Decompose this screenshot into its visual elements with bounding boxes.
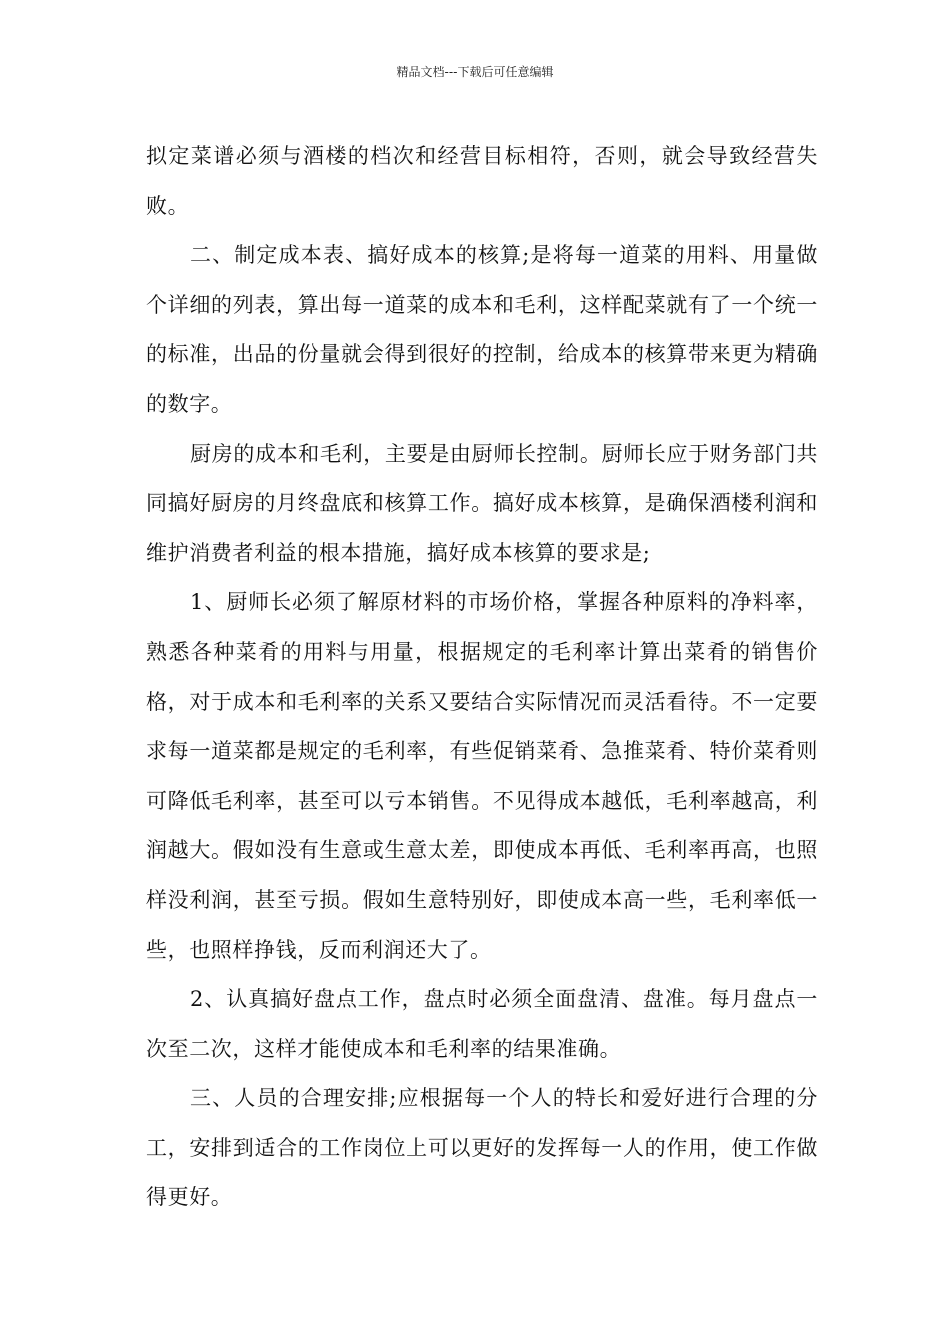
paragraph-3: 厨房的成本和毛利，主要是由厨师长控制。厨师长应于财务部门共同搞好厨房的月终盘底和核算工作。搞好成本核算，是确保酒楼利润和维护消费者利益的根本措施，搞好成本核算的要求是; bbox=[146, 441, 818, 565]
page-header: 精品文档---下载后可任意编辑 bbox=[396, 65, 554, 79]
paragraph-4: 1、厨师长必须了解原材料的市场价格，掌握各种原料的净料率，熟悉各种菜肴的用料与用量，根据规定的毛利率计算出菜肴的销售价格，对于成本和毛利率的关系又要结合实际情况而灵活看待。不一定要求每一道菜都是规定的毛利率，有些促销菜肴、急推菜肴、特价菜肴则可降低毛利率，甚至可以亏本销售。不见得成本越低，毛利率越高，利润越大。假如没有生意或生意太差，即使成本再低、毛利率再高，也照样没利润，甚至亏损。假如生意特别好，即使成本高一些，毛利率低一些，也照样挣钱，反而利润还大了。 bbox=[146, 590, 818, 962]
paragraph-5: 2、认真搞好盘点工作，盘点时必须全面盘清、盘准。每月盘点一次至二次，这样才能使成本和毛利率的结果准确。 bbox=[146, 987, 818, 1061]
paragraph-6: 三、人员的合理安排;应根据每一个人的特长和爱好进行合理的分工，安排到适合的工作岗位上可以更好的发挥每一人的作用，使工作做得更好。 bbox=[146, 1086, 818, 1210]
paragraph-2: 二、制定成本表、搞好成本的核算;是将每一道菜的用料、用量做个详细的列表，算出每一道菜的成本和毛利，这样配菜就有了一个统一的标准，出品的份量就会得到很好的控制，给成本的核算带来更为精确的数字。 bbox=[146, 243, 818, 416]
document-body bbox=[146, 132, 818, 1223]
paragraph-1: 拟定菜谱必须与酒楼的档次和经营目标相符，否则，就会导致经营失败。 bbox=[146, 144, 818, 218]
